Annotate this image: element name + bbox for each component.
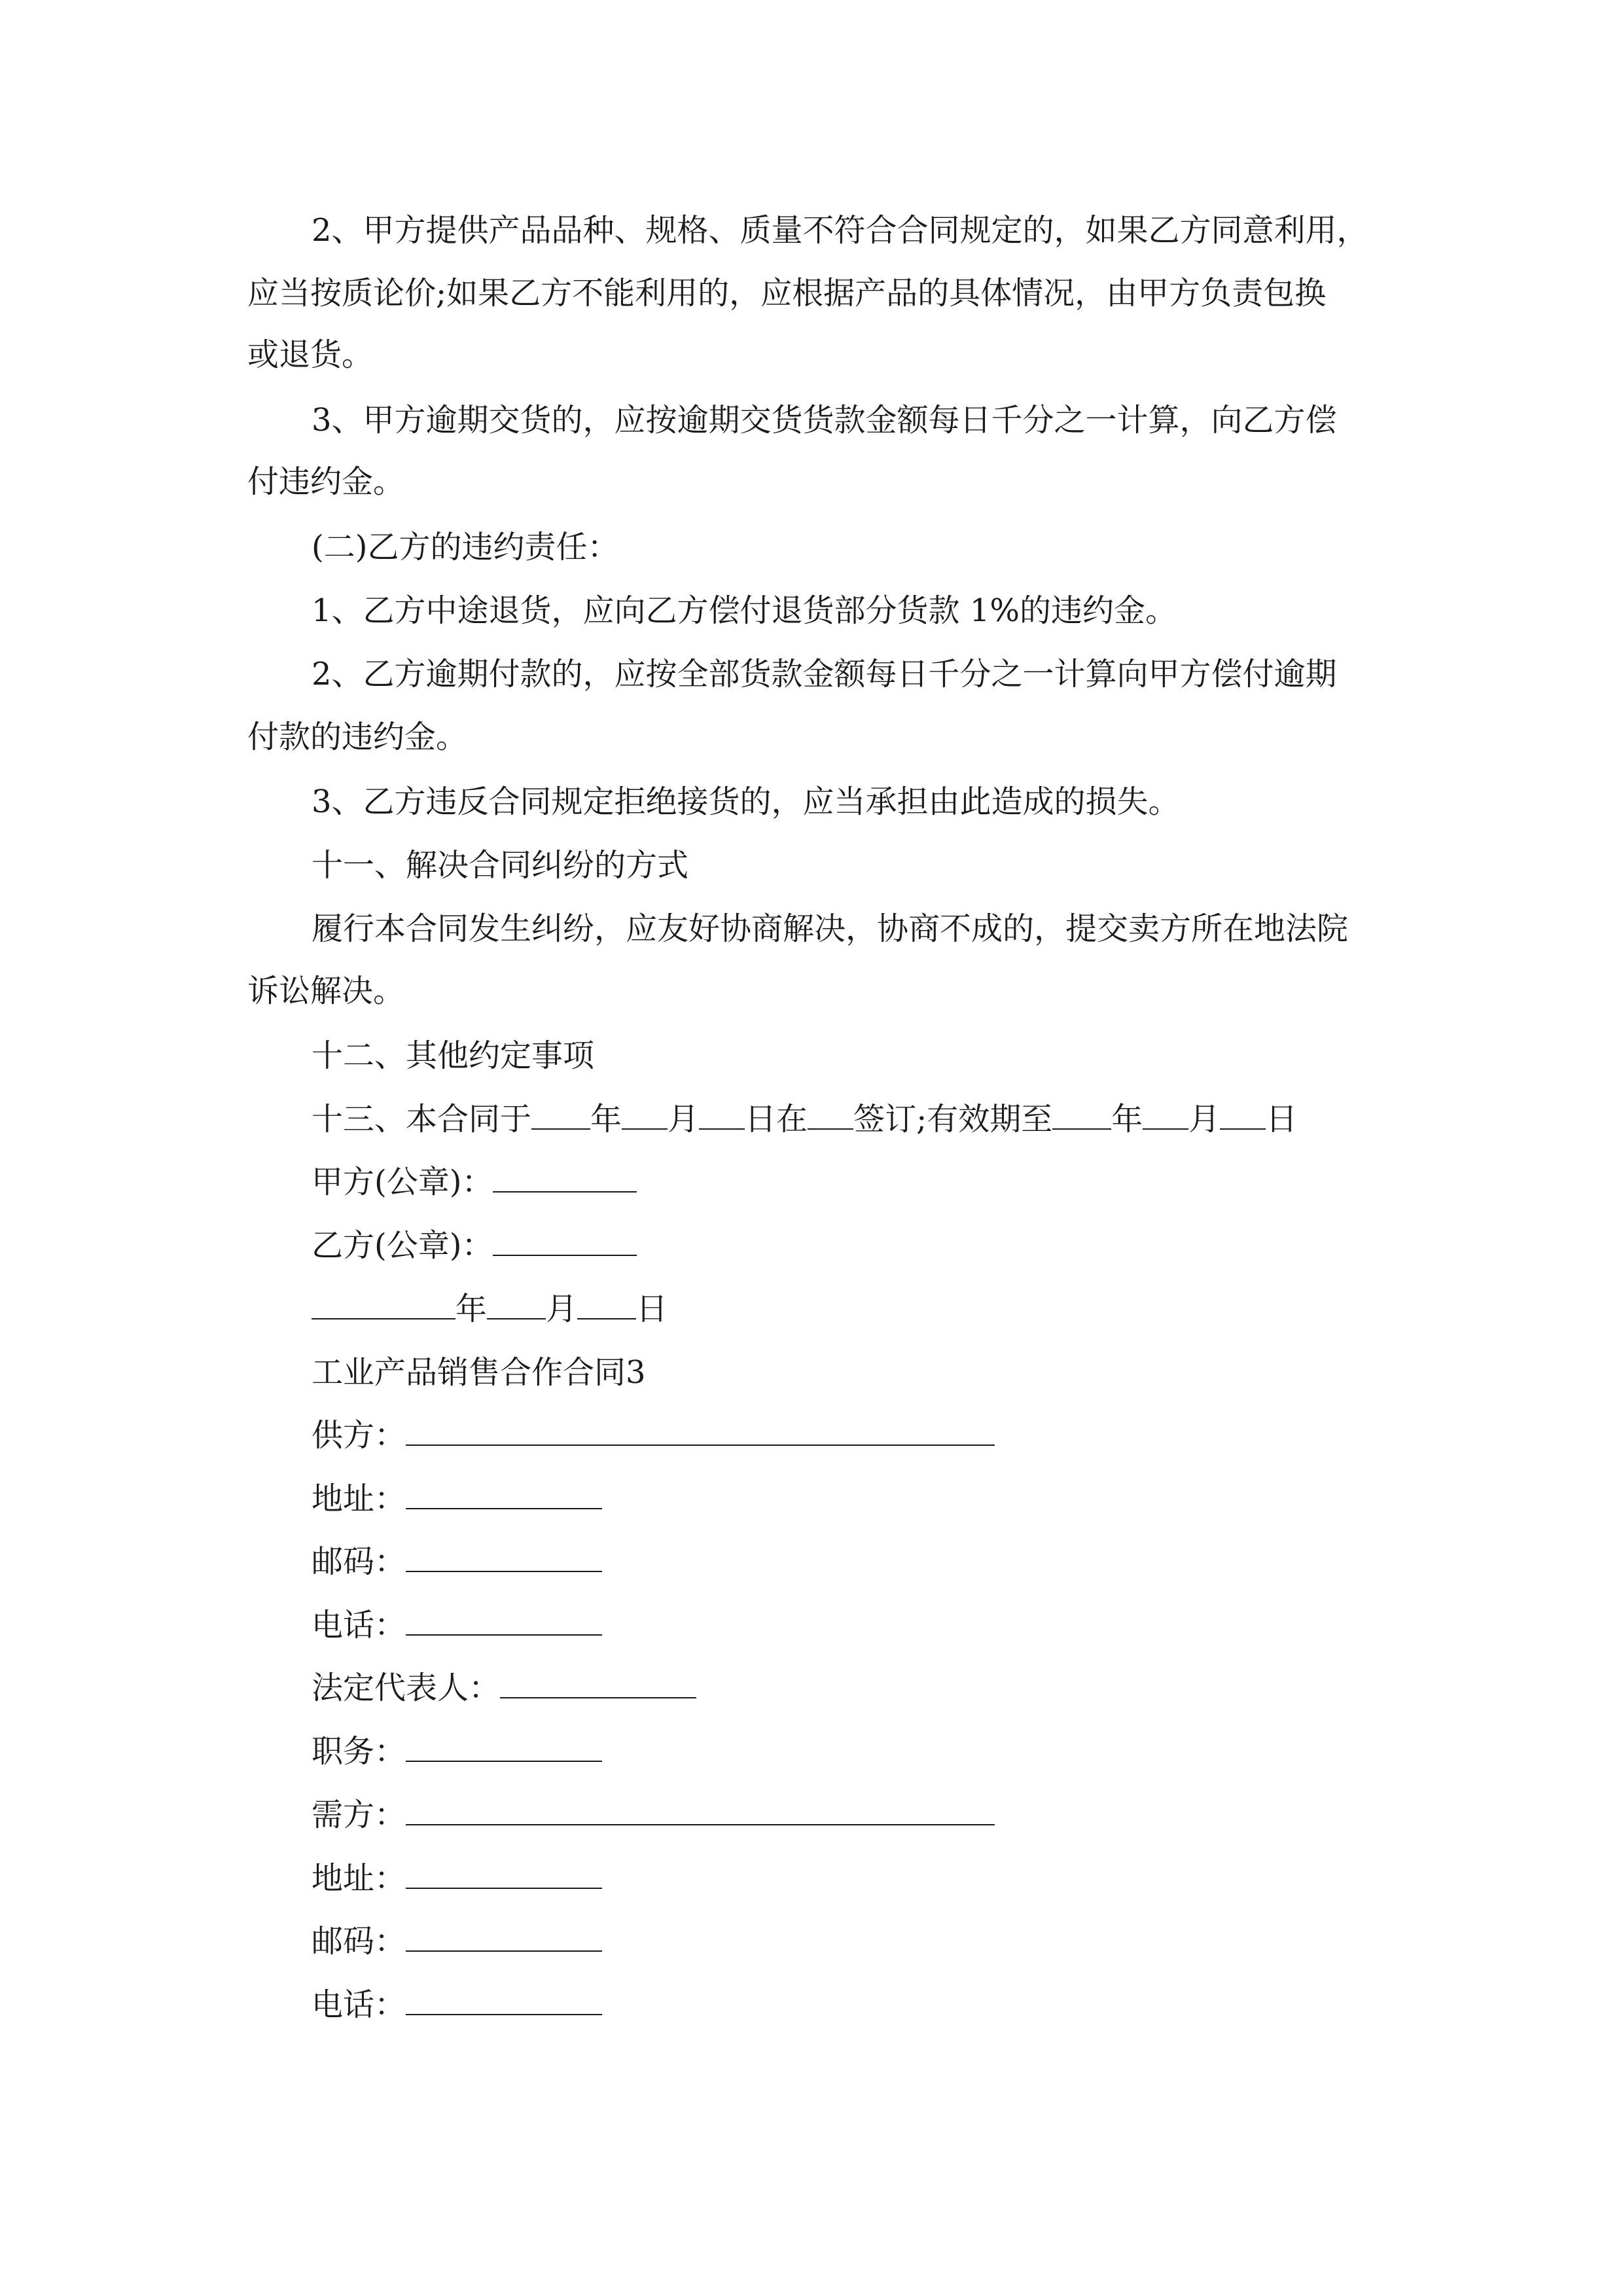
paragraph-line: 2、甲方提供产品品种、规格、质量不符合合同规定的，如果乙方同意利用， — [312, 212, 1368, 249]
day-blank[interactable] — [699, 1100, 745, 1130]
buyer-address-line — [312, 1859, 602, 1898]
date-day-label: 日 — [636, 1291, 668, 1327]
clause-13-prefix: 十三、本合同于 — [312, 1101, 532, 1138]
year-blank[interactable] — [531, 1100, 590, 1130]
buyer-address-blank[interactable] — [406, 1859, 602, 1889]
buyer-postcode-blank[interactable] — [406, 1922, 602, 1952]
supplier-postcode-line — [312, 1542, 602, 1581]
supplier-party-line — [312, 1416, 995, 1455]
buyer-phone-blank[interactable] — [406, 1985, 602, 2015]
paragraph-line: 付款的违约金。 — [247, 719, 468, 755]
date-year-blank[interactable] — [312, 1289, 455, 1319]
supplier-postcode-label: 邮码： — [312, 1543, 406, 1580]
section-heading: 十一、解决合同纠纷的方式 — [312, 847, 689, 884]
buyer-phone-label: 电话： — [312, 1986, 406, 2023]
end-day-label: 日 — [1266, 1101, 1298, 1138]
supplier-phone-label: 电话： — [312, 1607, 406, 1643]
seal-b-label: 乙方(公章)： — [312, 1227, 493, 1264]
supplier-position-line — [312, 1732, 602, 1771]
seal-a-label: 甲方(公章)： — [312, 1164, 493, 1200]
location-blank[interactable] — [808, 1100, 853, 1130]
seal-a-blank[interactable] — [493, 1162, 637, 1193]
paragraph-line: 履行本合同发生纠纷，应友好协商解决，协商不成的，提交卖方所在地法院 — [312, 910, 1349, 947]
supplier-position-blank[interactable] — [406, 1732, 602, 1762]
date-month-label: 月 — [546, 1291, 578, 1327]
date-month-blank[interactable] — [487, 1289, 546, 1319]
supplier-party-label: 供方： — [312, 1417, 406, 1454]
supplier-legal-rep-label: 法定代表人： — [312, 1670, 501, 1706]
date-year-label: 年 — [455, 1291, 488, 1327]
supplier-address-blank[interactable] — [406, 1479, 602, 1509]
buyer-postcode-line — [312, 1922, 602, 1961]
supplier-position-label: 职务： — [312, 1733, 406, 1770]
buyer-address-label: 地址： — [312, 1860, 406, 1897]
end-day-blank[interactable] — [1220, 1100, 1266, 1130]
signed-valid-until-label: 签订;有效期至 — [853, 1101, 1053, 1138]
section-heading: 十二、其他约定事项 — [312, 1037, 595, 1074]
supplier-legal-rep-line — [312, 1668, 696, 1708]
seal-a-line — [312, 1162, 637, 1202]
year-label: 年 — [590, 1101, 622, 1138]
seal-b-blank[interactable] — [493, 1226, 637, 1256]
paragraph-line: 付违约金。 — [247, 463, 405, 500]
date-day-blank[interactable] — [577, 1289, 636, 1319]
supplier-party-blank[interactable] — [406, 1416, 995, 1446]
end-month-blank[interactable] — [1143, 1100, 1188, 1130]
supplier-phone-blank[interactable] — [406, 1605, 602, 1636]
buyer-party-label: 需方： — [312, 1797, 406, 1833]
contract-title: 工业产品销售合作合同3 — [312, 1354, 646, 1391]
end-year-label: 年 — [1111, 1101, 1143, 1138]
end-month-label: 月 — [1188, 1101, 1221, 1138]
month-blank[interactable] — [622, 1100, 668, 1130]
paragraph-line: 3、甲方逾期交货的，应按逾期交货货款金额每日千分之一计算，向乙方偿 — [312, 402, 1337, 439]
paragraph-line: 应当按质论价;如果乙方不能利用的，应根据产品的具体情况，由甲方负责包换 — [247, 275, 1327, 312]
paragraph-line: 1、乙方中途退货，应向乙方偿付退货部分货款 1%的违约金。 — [312, 592, 1177, 629]
paragraph-line: 3、乙方违反合同规定拒绝接货的，应当承担由此造成的损失。 — [312, 783, 1180, 820]
buyer-phone-line — [312, 1985, 602, 2024]
clause-13-line — [312, 1100, 1297, 1139]
paragraph-line: 诉讼解决。 — [247, 973, 405, 1009]
seal-b-line — [312, 1226, 637, 1265]
day-location-label: 日在 — [745, 1101, 808, 1138]
paragraph-line: 或退货。 — [247, 336, 374, 373]
supplier-address-label: 地址： — [312, 1480, 406, 1517]
buyer-postcode-label: 邮码： — [312, 1923, 406, 1960]
supplier-legal-rep-blank[interactable] — [500, 1668, 696, 1698]
buyer-party-blank[interactable] — [406, 1795, 995, 1825]
supplier-phone-line — [312, 1605, 602, 1645]
paragraph-line: 2、乙方逾期付款的，应按全部货款金额每日千分之一计算向甲方偿付逾期 — [312, 656, 1337, 692]
end-year-blank[interactable] — [1052, 1100, 1111, 1130]
buyer-party-line — [312, 1795, 995, 1835]
date-line — [312, 1289, 668, 1329]
supplier-postcode-blank[interactable] — [406, 1542, 602, 1572]
month-label: 月 — [668, 1101, 700, 1138]
supplier-address-line — [312, 1479, 602, 1518]
section-heading: (二)乙方的违约责任： — [312, 529, 619, 565]
